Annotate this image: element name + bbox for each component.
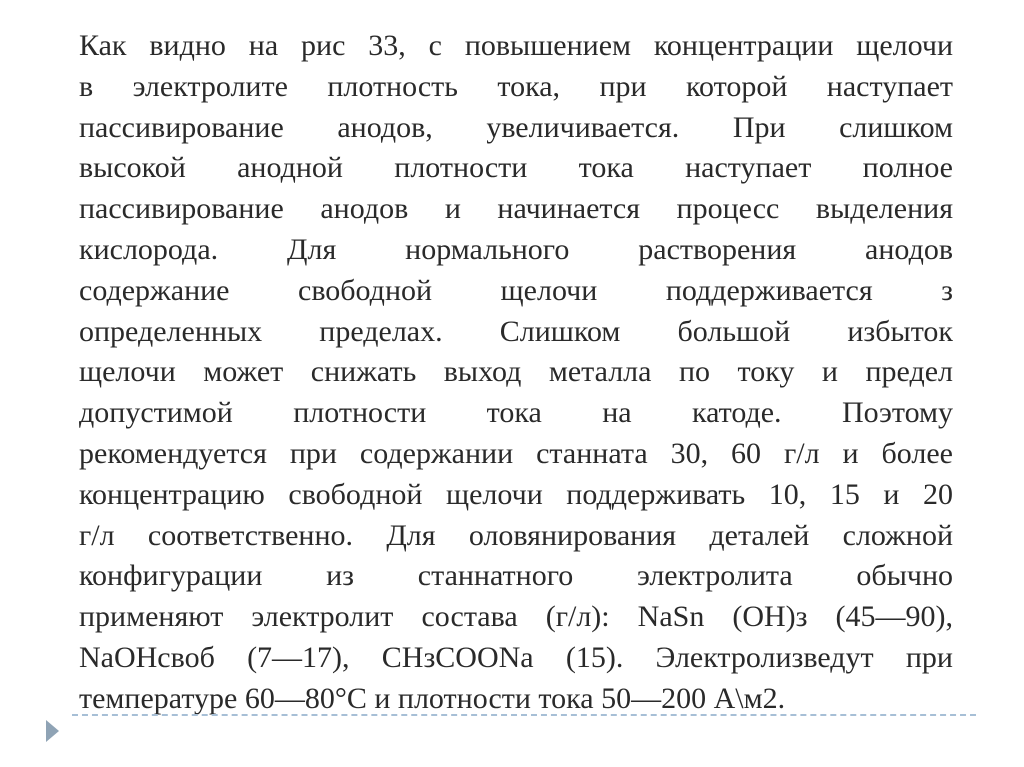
paragraph-line-7: содержание свободной щелочи поддерживается з [79,273,953,307]
paragraph-line-4: высокой анодной плотности тока наступает полное [79,151,953,185]
paragraph-line-6: кислорода. Для нормального растворения анодов [79,232,953,266]
paragraph-line-17: температуре 60—80°С и плотности тока 50—200 А\м2. [79,681,786,715]
paragraph-line-12: концентрацию свободной щелочи поддерживать 10, 15 и 20 [79,477,953,511]
paragraph-line-13: г/л соответственно. Для оловянирования деталей сложной [79,518,953,552]
paragraph-line-15: применяют электролит состава (г/л): NaSn (OH)з (45—90), [79,600,953,634]
paragraph-line-16: NaOHсвоб (7—17), CHзCOONa (15). Электролизведут при [79,640,953,674]
paragraph-line-5: пассивирование анодов и начинается процесс выделения [79,192,953,226]
triangle-right-icon [46,720,59,742]
paragraph-line-9: щелочи может снижать выход металла по току и предел [79,355,953,389]
paragraph-line-8: определенных пределах. Слишком большой избыток [79,314,953,348]
body-paragraph [79,26,953,720]
paragraph-line-10: допустимой плотности тока на катоде. Поэтому [79,396,953,430]
paragraph-line-3: пассивирование анодов, увеличивается. При слишком [79,110,953,144]
paragraph-line-1: Как видно на рис 33, с повышением концентрации щелочи [79,29,953,62]
paragraph-line-14: конфигурации из станнатного электролита обычно [79,559,953,593]
footer-divider [72,714,976,716]
paragraph-line-2: в электролите плотность тока, при которой наступает [79,69,953,103]
paragraph-line-11: рекомендуется при содержании станната 30, 60 г/л и более [79,436,953,470]
